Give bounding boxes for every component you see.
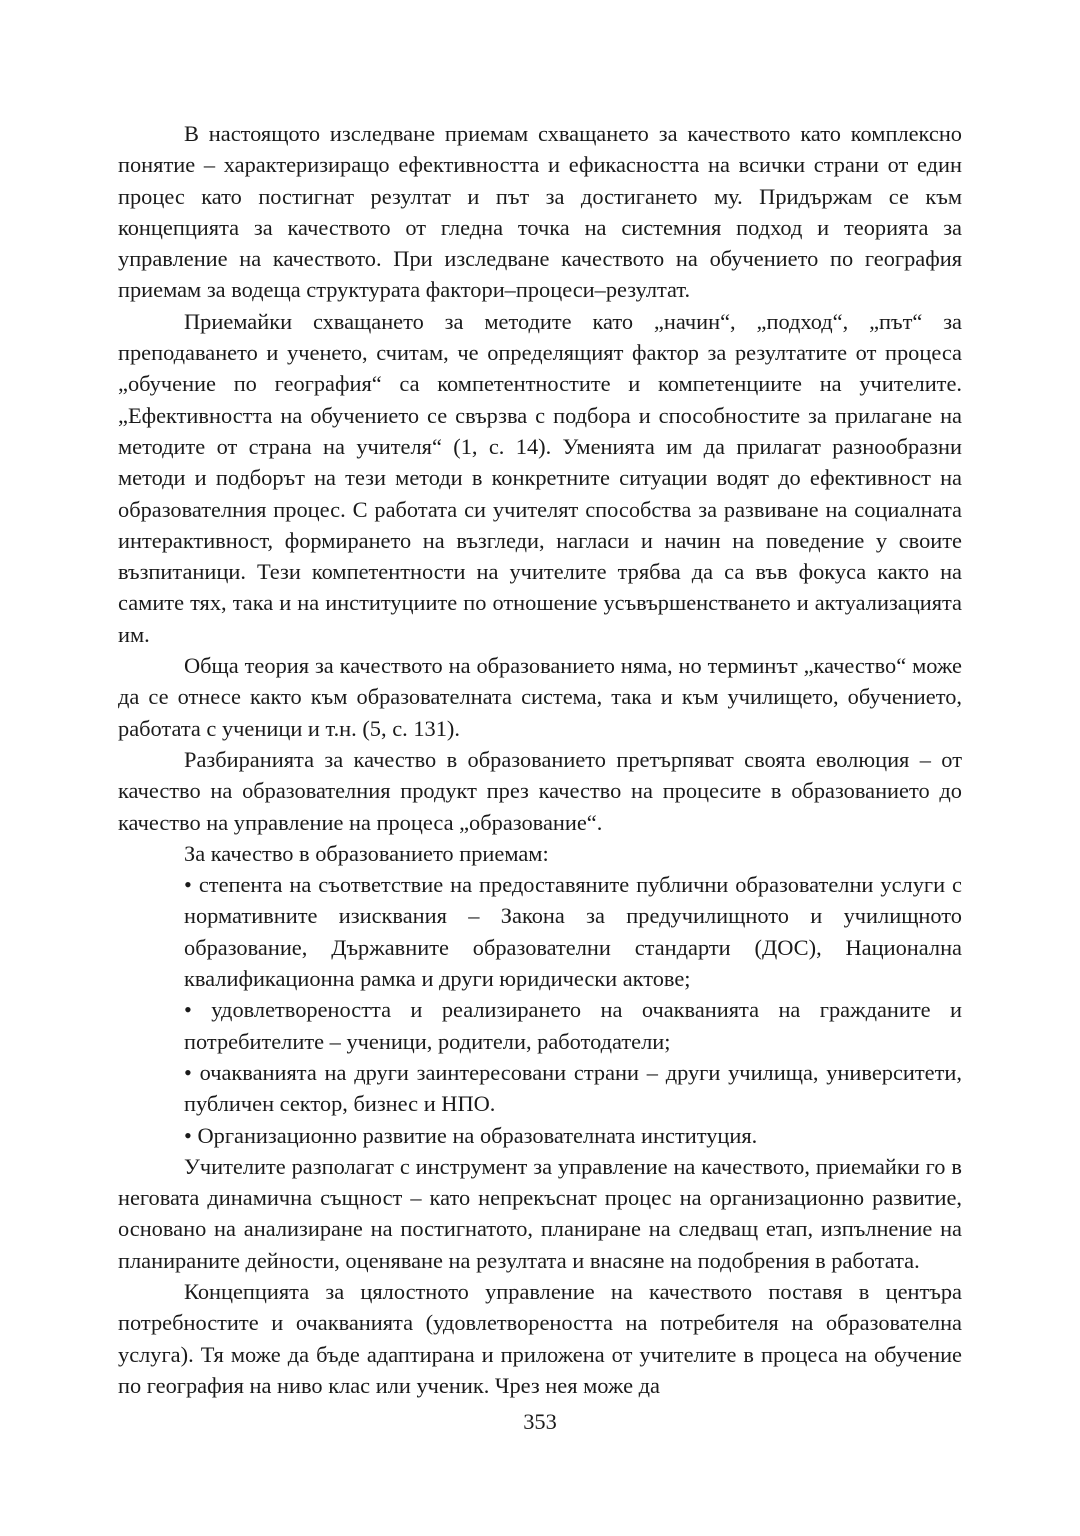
list-item (184, 869, 962, 994)
list-item-text: Организационно развитие на образователната институция. (197, 1122, 758, 1148)
paragraph: В настоящото изследване приемам схващането за качеството като комплексно понятие – характеризиращо ефективността и ефикасността на всички страни от един процес като постигнат резултат и път за достигането му. Придържам се към концепцията за качеството от гледна точка на системния подход и теорията за управление на качеството. При изследване качеството на обучението по география приемам за водеща структурата фактори–процеси–резултат. (118, 121, 962, 303)
list-item-text: удовлетвореността и реализирането на очакванията на гражданите и потребителите – ученици, родители, работодатели; (184, 997, 962, 1054)
bullet-icon: • (184, 1122, 192, 1148)
bullet-icon: • (184, 1059, 192, 1085)
paragraph: Приемайки схващането за методите като „начин“, „подход“, „път“ за преподаването и ученето, считам, че определящият фактор за резултатите от процеса „обучение по география“ са компетентностите и компетенциите на учителите. „Ефективността на обучението се свързва с подбора и способностите за прилагане на методите от страна на учителя“ (1, с. 14). Уменията им да прилагат разнообразни методи и подборът на тези методи в конкретните ситуации водят до ефективност на образователния процес. С работата си учителят способства за развиване на социалната интерактивност, формирането на възгледи, нагласи и начин на поведение у своите възпитаници. Тези компетентности на учителите трябва да са във фокуса както на самите тях, така и на институциите по отношение усъвършенстването и актуализацията им. (118, 308, 962, 647)
document-page (118, 118, 962, 1401)
bullet-icon: • (184, 997, 192, 1023)
list-item-text: очакванията на други заинтересовани страни – други училища, университети, публичен сектор, бизнес и НПО. (184, 1059, 962, 1117)
bullet-list (118, 869, 962, 1151)
list-item (184, 994, 962, 1057)
paragraph: Разбиранията за качество в образованието претърпяват своята еволюция – от качество на образователния продукт през качество на процесите в образованието до качество на управление на процеса „образование“. (118, 746, 962, 835)
list-intro: За качество в образованието приемам: (184, 840, 549, 866)
paragraph: Концепцията за цялостното управление на качеството поставя в центъра потребностите и очакванията (удовлетвореността на потребителя на образователна услуга). Тя може да бъде адаптирана и приложена от учителите в процеса на обучение по география на ниво клас или ученик. Чрез нея може да (118, 1278, 962, 1398)
page-number: 353 (523, 1409, 557, 1434)
paragraph: Обща теория за качеството на образованието няма, но терминът „качество“ може да се отнесе както към образователната система, така и към училището, обучението, работата с ученици и т.н. (5, с. 131). (118, 653, 962, 741)
bullet-icon: • (184, 872, 192, 898)
list-item (184, 1057, 962, 1120)
paragraph: Учителите разполагат с инструмент за управление на качеството, приемайки го в неговата динамична същност – като непрекъснат процес на организационно развитие, основано на анализиране на постигнатото, планиране на следващ етап, изпълнение на планираните дейности, оценяване на резултата и внасяне на подобрения в работата. (118, 1153, 962, 1273)
list-item-text: степента на съответствие на предоставяните публични образователни услуги с нормативните изисквания – Закона за предучилищното и училищното образование, Държавните образователни стандарти (ДОС), Национална квалификационна рамка и други юридически актове; (184, 872, 962, 992)
list-item (184, 1120, 962, 1151)
